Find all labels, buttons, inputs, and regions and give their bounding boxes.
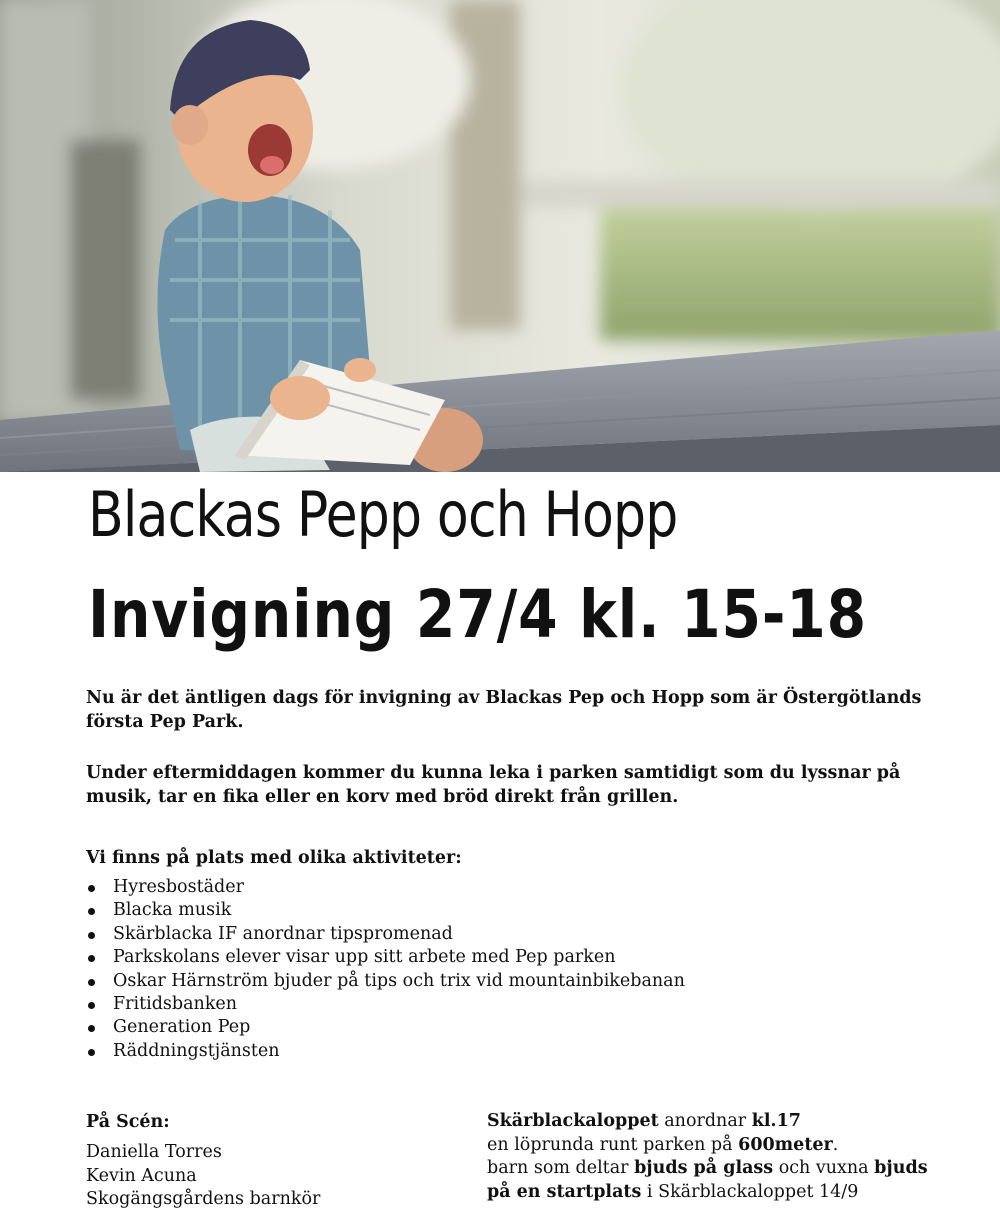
poster-title: Blackas Pepp och Hopp: [88, 478, 678, 551]
list-item: [86, 993, 685, 1016]
list-item-label: Generation Pep: [113, 1017, 251, 1038]
list-item: [86, 1040, 685, 1063]
list-item: [86, 876, 685, 899]
list-item-label: Fritidsbanken: [113, 994, 238, 1015]
performer-item: Skogängsgårdens barnkör: [86, 1189, 321, 1209]
race-line-4: [487, 1181, 967, 1205]
performer-item: Kevin Acuna: [86, 1165, 197, 1186]
list-item-label: Hyresbostäder: [113, 877, 244, 897]
list-item: [86, 923, 685, 946]
race-start-spot: på en startplats: [487, 1181, 642, 1202]
race-line-2: [487, 1134, 967, 1158]
activities-heading: Vi finns på plats med olika aktiviteter:: [86, 848, 462, 868]
race-line-1: [487, 1110, 967, 1134]
header-photo: [0, 0, 1000, 472]
laughing-child-image: [0, 0, 1000, 472]
performer-item: Daniella Torres: [86, 1142, 222, 1162]
race-text: och vuxna: [773, 1158, 875, 1178]
stage-heading: På Scén:: [86, 1112, 170, 1132]
list-item-label: Parkskolans elever visar upp sitt arbete med Pep parken: [113, 947, 616, 968]
bullet-icon: [88, 979, 95, 986]
bullet-icon: [88, 885, 95, 892]
race-name: Skärblackaloppet: [487, 1111, 659, 1131]
race-text: barn som deltar: [487, 1158, 635, 1178]
list-item-label: Oskar Härnström bjuder på tips och trix vid mountainbikebanan: [113, 970, 685, 991]
race-line-3: [487, 1157, 967, 1181]
race-info: [487, 1110, 967, 1204]
race-text: .: [832, 1134, 839, 1155]
list-item: [86, 1016, 685, 1039]
bullet-icon: [88, 932, 95, 939]
list-item: [86, 970, 685, 993]
race-ice-cream: bjuds på glass: [634, 1158, 774, 1178]
bullet-icon: [88, 955, 95, 962]
list-item-label: Räddningstjänsten: [113, 1040, 280, 1061]
bullet-icon: [88, 908, 95, 915]
race-text: anordnar: [658, 1111, 752, 1131]
event-date-heading: Invigning 27/4 kl. 15-18: [88, 576, 867, 653]
race-text: i Skärblackaloppet 14/9: [641, 1181, 859, 1202]
list-item-label: Blacka musik: [113, 900, 232, 921]
stage-performers-list: [86, 1141, 320, 1212]
bullet-icon: [88, 1049, 95, 1056]
race-distance: 600meter: [738, 1134, 833, 1155]
race-text: en löprunda runt parken på: [487, 1134, 739, 1155]
list-item: [86, 946, 685, 969]
afternoon-paragraph: Under eftermiddagen kommer du kunna leka i parken samtidigt som du lyssnar på musik, tar en fika eller en korv med bröd direkt från grillen.: [86, 763, 901, 807]
bullet-icon: [88, 1025, 95, 1032]
list-item-label: Skärblacka IF anordnar tipspromenad: [113, 923, 453, 944]
bullet-icon: [88, 1002, 95, 1009]
list-item: [86, 899, 685, 922]
activities-list: [86, 876, 685, 1063]
race-time: kl.17: [751, 1111, 801, 1131]
race-offer: bjuds: [874, 1158, 928, 1178]
intro-paragraph: Nu är det äntligen dags för invigning av Blackas Pep och Hopp som är Östergötlands första Pep Park.: [86, 688, 922, 732]
